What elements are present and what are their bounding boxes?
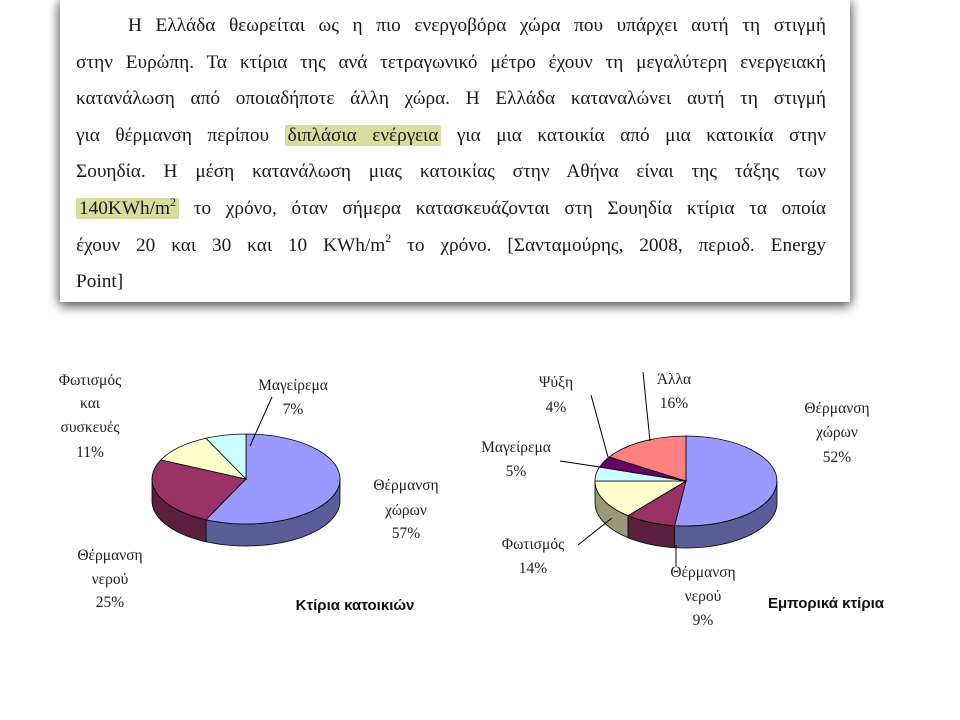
slice-label-line: και — [80, 395, 100, 412]
slice-label-line: 11% — [76, 444, 104, 461]
slice-label-line: Φωτισμός — [58, 372, 122, 389]
slice-label — [502, 536, 564, 577]
paragraph-line: κατανάλωση από οποιαδήποτε άλλη χώρα. Η Ελλάδα καταναλώνει αυτή τη στιγμή — [76, 88, 826, 110]
slice-label-line: 9% — [692, 612, 714, 629]
slice-label-line: 52% — [822, 449, 852, 466]
slice-label-line: χώρων — [816, 424, 858, 441]
slice-label-line: Μαγείρεμα — [258, 377, 328, 394]
slice-label-line: 4% — [545, 399, 567, 416]
slice-label — [373, 477, 438, 542]
superscript: 2 — [385, 231, 392, 246]
slice-label-line: Θέρμανση — [804, 400, 870, 417]
pie-chart-2 — [481, 371, 885, 629]
pie-top — [595, 436, 777, 526]
paragraph-line: στην Ευρώπη. Τα κτίρια της ανά τετραγωνικό μέτρο έχουν τη μεγαλύτερη ενεργειακή — [76, 51, 826, 73]
leader-line — [643, 372, 650, 441]
slice-label-line: 5% — [505, 463, 527, 480]
paragraph-text: το χρόνο. [Σανταμούρης, 2008, περιοδ. Energy — [407, 234, 826, 256]
slice-label-line: 16% — [659, 395, 689, 412]
slice-label — [59, 372, 121, 461]
slice-label — [670, 564, 735, 629]
slice-label — [258, 377, 328, 418]
slice-label-line: 25% — [95, 594, 125, 611]
paragraph-text: το χρόνο, όταν σήμερα κατασκευάζονται στη Σουηδία κτίρια τα οποία — [193, 197, 826, 219]
chart-title: Εμπορικά κτίρια — [767, 595, 885, 612]
superscript: 2 — [170, 194, 177, 209]
slice-label-line: Θέρμανση — [670, 564, 736, 581]
paragraph-text: για μια κατοικία από μια κατοικία στην — [456, 124, 826, 146]
leader-line — [560, 461, 600, 467]
slice-label-line: νερού — [684, 588, 722, 605]
slice-label-line: Ψύξη — [538, 374, 574, 391]
paragraph-line: Σουηδία. Η μέση κατανάλωση μιας κατοικίας στην Αθήνα είναι της τάξης των — [76, 161, 826, 183]
paragraph-line: Point] — [76, 271, 124, 293]
slice-label — [481, 439, 551, 480]
slice-label — [804, 400, 869, 466]
slice-label — [539, 374, 573, 416]
slice-label-line: 57% — [391, 525, 421, 542]
slice-label-line: Μαγείρεμα — [481, 439, 551, 456]
slice-label-line: Άλλα — [656, 371, 692, 388]
paragraph-text: έχουν 20 και 30 και 10 KWh/m — [76, 234, 386, 256]
paragraph-text: για θέρμανση περίπου — [76, 124, 270, 146]
slice-label-line: συσκευές — [60, 419, 120, 436]
slice-label-line: χώρων — [385, 502, 427, 519]
slice-label — [657, 371, 691, 412]
highlighted-value: 140KWh/m — [79, 197, 171, 219]
slice-label-line: Φωτισμός — [501, 536, 565, 553]
leader-line — [578, 518, 612, 545]
slice-label-line: Θέρμανση — [373, 477, 439, 494]
slice-label-line: 7% — [282, 401, 304, 418]
pie-top — [152, 434, 340, 524]
slice-label-line: νερού — [91, 571, 129, 588]
highlighted-text: διπλάσια ενέργεια — [285, 125, 442, 146]
slice-label-line: Θέρμανση — [77, 547, 143, 564]
chart-title: Κτίρια κατοικιών — [295, 597, 415, 614]
leader-line — [591, 395, 608, 457]
slice-label — [77, 547, 142, 611]
paragraph-line-text: Η Ελλάδα θεωρείται ως η πιο ενεργοβόρα χώρα που υπάρχει αυτή τη στιγμή — [128, 15, 826, 36]
slice-label-line: 14% — [518, 560, 548, 577]
pie-chart-1 — [59, 372, 439, 614]
